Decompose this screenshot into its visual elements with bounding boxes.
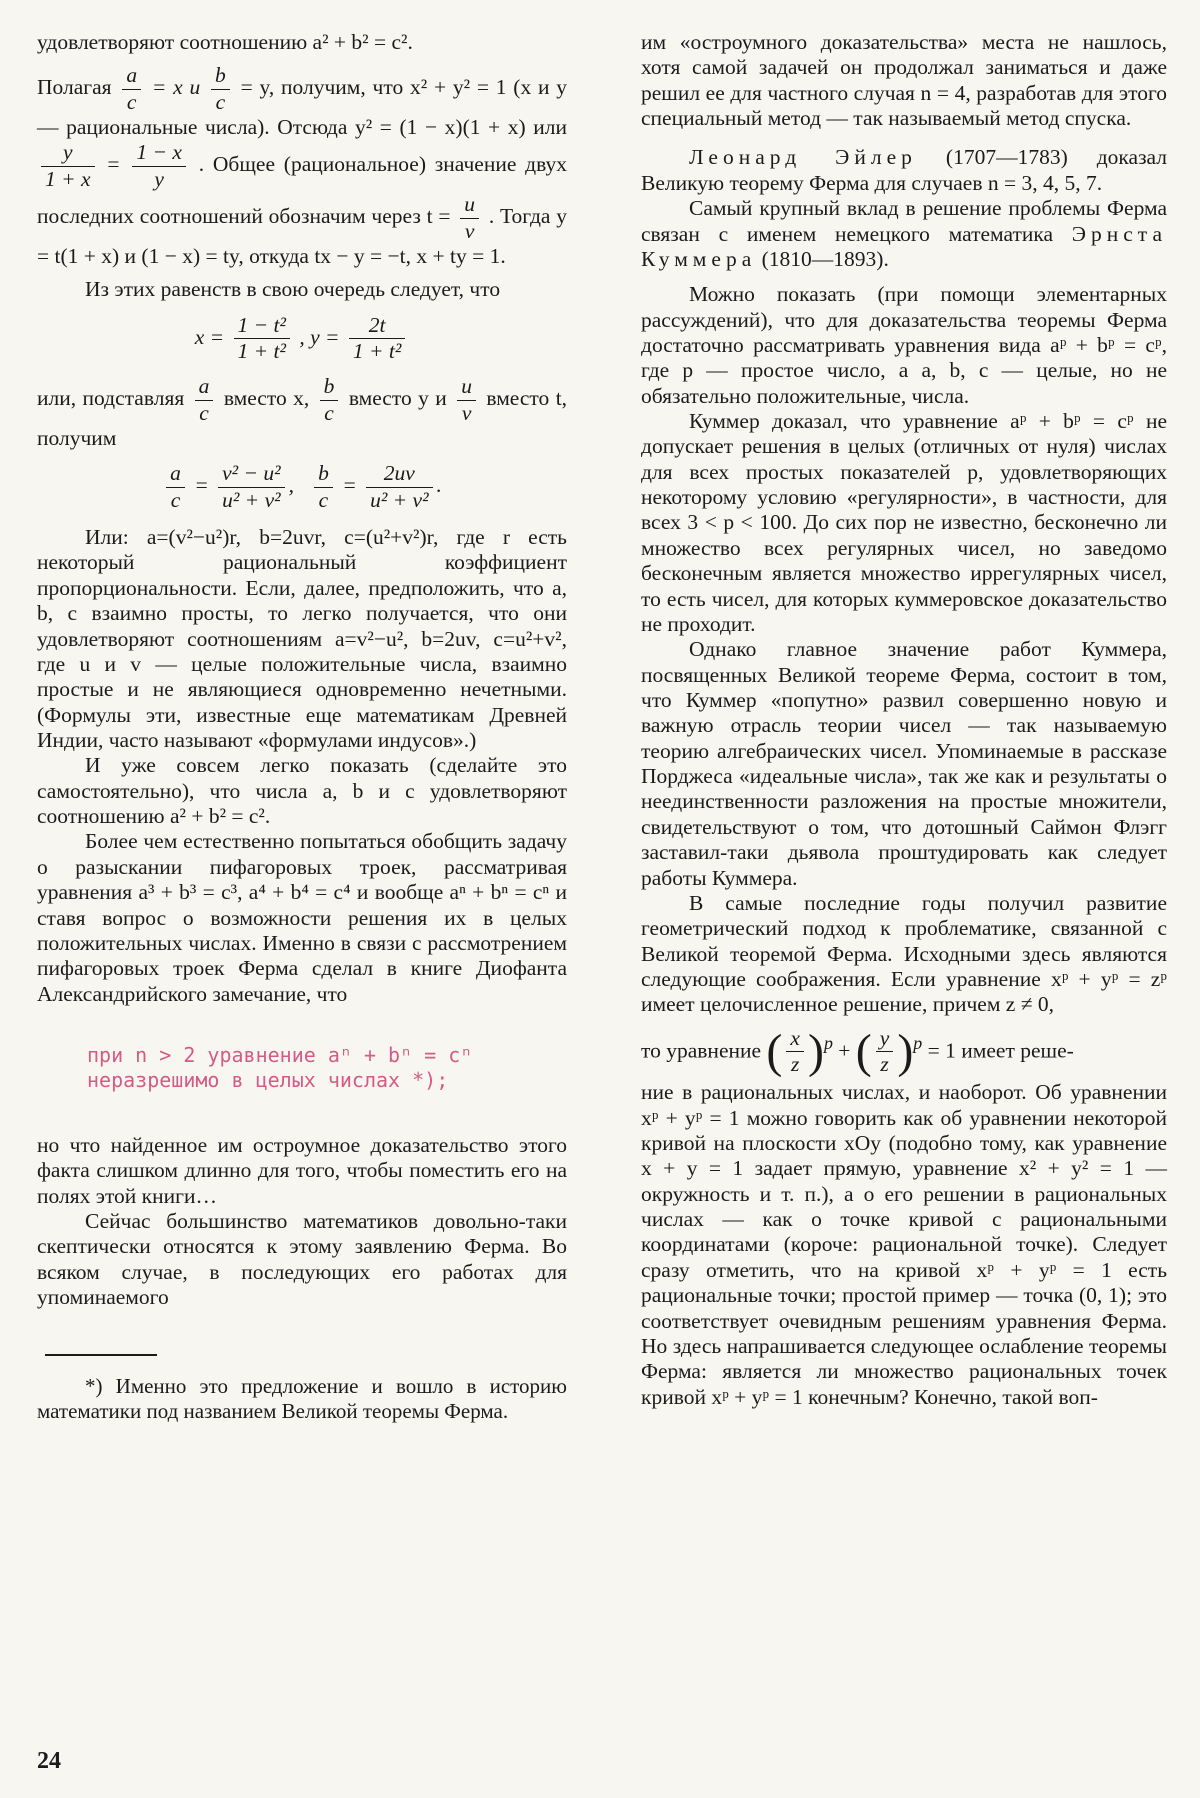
paragraph: Леонард Эйлер (1707—1783) доказал Великую теорему Ферма для случаев n = 3, 4, 5, 7.	[641, 145, 1168, 195]
equation: x = $\frac{\text{1 − t²}}{\text{1 + t²}}$ , y = $\frac{2t}{\text{1 + t²}}$	[37, 313, 567, 365]
fraction: $\frac{y}{1 + x}$	[41, 140, 95, 192]
paragraph: В самые последние годы получил развитие геометрический подход к проблематике, связанной с Великой теоремой Ферма. Исходными здесь являются следующие соображения. Если уравнение xᵖ + yᵖ = zᵖ имеет целочисленное решение, причем z ≠ 0,	[641, 890, 1167, 1017]
paragraph: ние в рациональных числах, и наоборот. Об уравнении xᵖ + yᵖ = 1 можно говорить как об уравнении некоторой кривой на плоскости xOy (подобно тому, как уравнение x + y = 1 задает прямую, уравнение x² + y² = 1 — окружность и т. п.), а о его решении в рациональных числах — как о точке кривой с рациональными координатами (короче: рациональной точке). Следует сразу отметить, что на кривой xᵖ + yᵖ = 1 есть рациональные точки; простой пример — точка (0, 1); это соответствует очевидным решениям уравнения Ферма. Но здесь напрашивается следующее ослабление теоремы Ферма: является ли множество рациональных точек кривой xᵖ + yᵖ = 1 конечным? Конечно, такой воп-	[641, 1080, 1167, 1409]
page-number: 24	[37, 1748, 61, 1774]
footnote: *) Именно это предложение и вошло в историю математики под названием Великой теоремы Ферма.	[37, 1374, 567, 1424]
paragraph: им «остроумного доказательства» места не нашлось, хотя самой задачей он продолжал заниматься и даже решил ее для частного случая n = 4, разработав для этого специальный метод — так называемый метод спуска.	[641, 30, 1167, 131]
paragraph: Куммер доказал, что уравнение aᵖ + bᵖ = cᵖ не допускает решения в целых (отличных от нуля) числах для всех простых показателей p, удовлетворяющих некоторому условию «регулярности», в частности, для всех 3 < p < 100. До сих пор не известно, бесконечно ли множество всех регулярных чисел, но заведомо бесконечным является множество иррегулярных чисел, то есть чисел, для которых куммеровское доказательство не проходит.	[641, 409, 1167, 636]
paragraph: или, подставляя $\frac{a}{c}$ вместо x, $\frac{b}{c}$ вместо y и $\frac{u}{v}$ вместо t, получим	[37, 374, 568, 451]
paragraph: но что найденное им остроумное доказательство этого факта слишком длинно для того, чтобы поместить его на полях этой книги…	[37, 1132, 567, 1208]
paragraph: Из этих равенств в свою очередь следует, что	[85, 277, 501, 302]
paragraph: удовлетворяют соотношению a² + b² = c².	[37, 30, 413, 54]
paragraph: И уже совсем легко показать (сделайте это самостоятельно), что числа a, b и c удовлетворяют соотношению a² + b² = c².	[37, 753, 567, 829]
fraction: $\frac{u}{v}$	[460, 192, 479, 244]
right-column	[641, 30, 1167, 1410]
fermat-quote: при n > 2 уравнение aⁿ + bⁿ = cⁿ неразрешимо в целых числах *);	[87, 1042, 473, 1092]
equation: $\frac{a}{c}$ = $\frac{\text{v² − u²}}{\text{u² + v²}}$ , $\frac{b}{c}$ = $\frac{2uv}{\text{u² + v²}}$ .	[37, 461, 567, 513]
paragraph: Однако главное значение работ Куммера, посвященных Великой теореме Ферма, состоит в том, что Куммер «попутно» развил совершенно новую и важную отрасль теории чисел — так называемую теорию алгебраических чисел. Упоминаемые в рассказе Порджеса «идеальные числа», так же как и результаты о неединственности разложения на простые множители, свидетельствуют о том, что дотошный Саймон Флэгг заставил-таки дьявола проштудировать как следует работы Куммера.	[641, 637, 1167, 890]
left-column	[37, 30, 567, 1424]
paragraph: Можно показать (при помощи элементарных рассуждений), что для доказательства теоремы Ферма достаточно рассматривать уравнения вида aᵖ + bᵖ = cᵖ, где p — простое число, а a, b, c — целые, но не обязательно положительные, числа.	[641, 282, 1167, 408]
fraction: $\frac{1 - x}{y}$	[132, 140, 186, 192]
paragraph: Или: a=(v²−u²)r, b=2uvr, c=(u²+v²)r, где r есть некоторый рациональный коэффициент пропорциональности. Если, далее, предположить, что a, b, c взаимно просты, то легко получается, что они удовлетворяют соотношениям a=v²−u², b=2uv, c=u²+v², где u и v — целые положительные числа, взаимно простые и не являющиеся одновременно нечетными. (Формулы эти, известные еще математикам Древней Индии, часто называют «формулами индусов».)	[37, 525, 567, 752]
paragraph: Сейчас большинство математиков довольно-таки скептически относятся к этому заявлению Ферма. Во всяком случае, в последующих его работах для упоминаемого	[37, 1209, 567, 1310]
paragraph: то уравнение ( $\frac{x}{z}$ )$^p$ + ( $\frac{y}{z}$ )$^p$ = 1 имеет реше-	[641, 1024, 1074, 1078]
fraction: $\frac{a}{c}$	[122, 63, 141, 115]
footnote-divider	[45, 1354, 157, 1356]
fraction: $\frac{b}{c}$	[211, 63, 230, 115]
paragraph: Самый крупный вклад в решение проблемы Ферма связан с именем немецкого математика Эрнста Куммера (1810—1893).	[641, 196, 1167, 271]
paragraph: Полагая $\frac{a}{c}$ = x и $\frac{b}{c}$ = y, получим, что x² + y² = 1 (x и y — рациональные числа). Отсюда y² = (1 − x)(1 + x) или $\frac{y}{1 + x}$ = $\frac{1 - x}{y}$ . Общее (рациональное) значение двух последних соотношений обозначим через t = $\frac{u}{v}$ . Тогда y = t(1 + x) и (1 − x) = ty, откуда tx − y = −t, x + ty = 1.	[37, 63, 568, 268]
paragraph: Более чем естественно попытаться обобщить задачу о разыскании пифагоровых троек, рассматривая уравнения a³ + b³ = c³, a⁴ + b⁴ = c⁴ и вообще aⁿ + bⁿ = cⁿ и ставя вопрос о возможности решения их в целых положительных числах. Именно в связи с рассмотрением пифагоровых троек Ферма сделал в книге Диофанта Александрийского замечание, что	[37, 829, 567, 1006]
